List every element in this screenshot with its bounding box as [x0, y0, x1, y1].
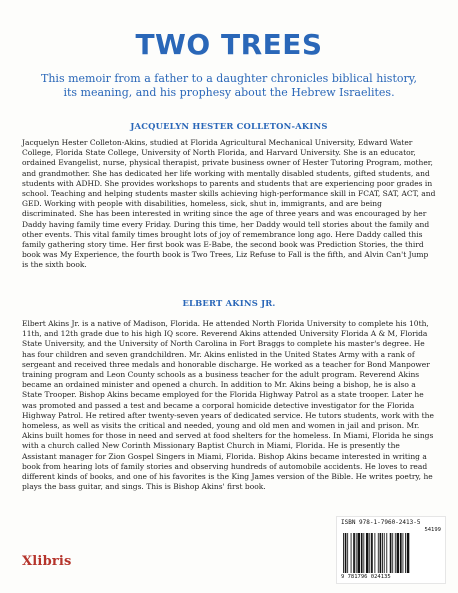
barcode-bar [392, 533, 393, 573]
barcode-bar [356, 533, 357, 573]
barcode-bar [347, 533, 348, 573]
barcode-bar [390, 533, 392, 573]
author-heading-2: ELBERT AKINS JR. [182, 298, 276, 308]
barcode-bar [395, 533, 396, 573]
barcode-bar [371, 533, 373, 573]
barcode-bar [351, 533, 352, 573]
price-code: 54199 [424, 527, 441, 533]
book-tagline: This memoir from a father to a daughter chronicles biblical history, its meaning, and his prophesy about the Hebrew Israelites. [41, 72, 417, 99]
barcode-bar [374, 533, 375, 573]
barcode-bar [369, 533, 370, 573]
barcode-bar [343, 533, 344, 573]
barcode-bar [353, 533, 355, 573]
barcode-bar [357, 533, 360, 573]
barcode-bar [363, 533, 364, 573]
barcode-bar [403, 533, 404, 573]
barcode-bar [345, 533, 347, 573]
isbn-barcode [336, 516, 446, 584]
barcode-bar [378, 533, 379, 573]
barcode-bar [405, 533, 406, 573]
isbn-label: ISBN 978-1-7960-2413-5 [341, 519, 421, 526]
barcode-bar [384, 533, 385, 573]
barcode-bar [400, 533, 402, 573]
author-bio-2: Elbert Akins Jr. is a native of Madison, Florida. He attended North Florida University to complete his 10th, 11th, and 12th grade due to his high IQ score. Reverend Akins attended University Florida A & M, Florida State University, and the University of North Carolina in Fort Braggs to complete his master's degree. He has four children and seven grandchildren. Mr. Akins enlisted in the United States Army with a rank of sergeant and received three medals and honorable discharge. He worked as a teacher for Bond Manpower training program and Leon County schools as a business teacher for the adult program. Reverend Akins became an ordained minister and opened a church. In addition to Mr. Akins being a bishop, he is also a State Trooper. Bishop Akins became employed for the Florida Highway Patrol as a state trooper. Later he was promoted and passed a test and became a corporal homicide detective investigator for the Florida Highway Patrol. He retired after twenty-seven years of dedicated service. He tutors students, work with the homeless, as well as visits the critical and needed, young and old men and women in jail and prison. Mr. Akins built homes for those in need and served at food shelters for the homeless. In Miami, Florida he sings with a church called New Corinth Missionary Baptist Church in Miami, Florida. He is presently the Assistant manager for Zion Gospel Singers in Miami, Florida. Bishop Akins became interested in writing a book from hearing lots of family stories and observing hundreds of automobile accidents. He loves to read different kinds of books, and one of his favorites is the King James version of the Bible. He writes poetry, he plays the bass guitar, and sings. This is Bishop Akins' first book. [22, 319, 434, 492]
barcode-digits: 9 781796 024135 [341, 574, 391, 580]
barcode-bar [407, 533, 410, 573]
barcode-bar [361, 533, 363, 573]
barcode-bar [366, 533, 369, 573]
book-title: TWO TREES [135, 28, 323, 61]
barcode-bar [380, 533, 382, 573]
publisher-logo: Xlibris [22, 554, 72, 569]
author-bio-1: Jacquelyn Hester Colleton-Akins, studied at Florida Agricultural Mechanical University, Edward Water College, Florida State College, University of North Florida, and Harvard University. She is an educator, ordained Evangelist, nurse, physical therapist, private business owner of Hester Tutoring Program, mother, and grandmother. She has dedicated her life working with mentally disabled students, gifted students, and students with ADHD. She provides workshops to parents and students that are experiencing poor grades in school. Teaching and helping students master skills achieving high-performance skill in FCAT, SAT, ACT, and GED. Working with people with disabilities, homeless, sick, shut in, immigrants, and are being discriminated. She has been interested in writing since the age of three years and was encouraged by her Daddy having family time every Friday. During this time, her Daddy would tell stories about the family and other events. This vital family times brought lots of joy of remembrance long ago. Here Daddy called this family gathering story time. Her first book was E-Babe, the second book was Prediction Stories, the third book was My Experience, the fourth book is Two Trees, Liz Refuse to Fall is the fifth, and Alvin Can't Jump is the sixth book. [22, 138, 436, 270]
barcode-bars [341, 533, 441, 573]
barcode-bar [382, 533, 383, 573]
author-heading-1: JACQUELYN HESTER COLLETON-AKINS [130, 121, 328, 131]
barcode-bar [397, 533, 400, 573]
barcode-bar [386, 533, 387, 573]
